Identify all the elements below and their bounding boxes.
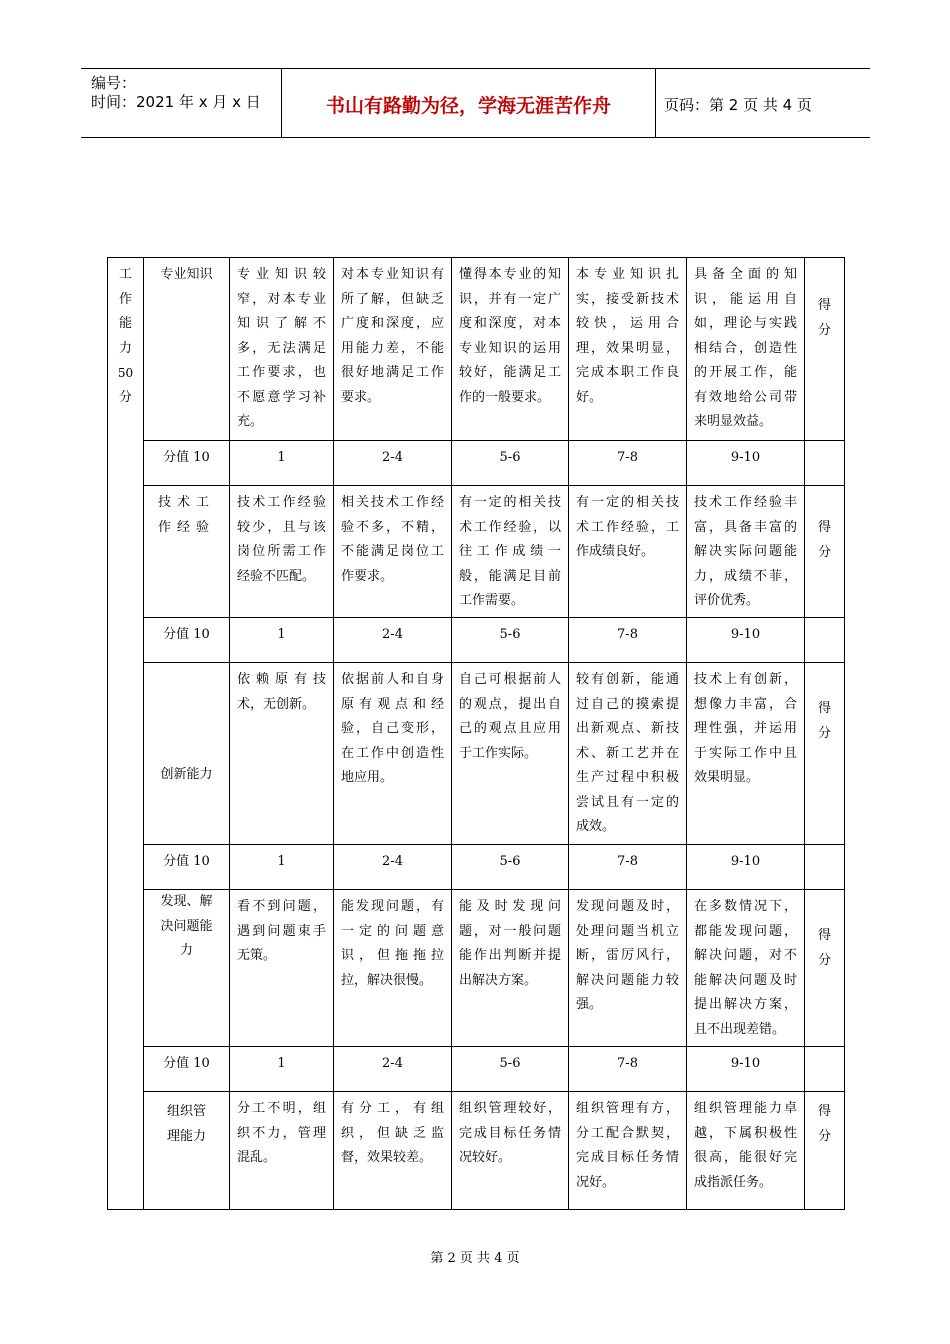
value-range: 9-10 xyxy=(687,618,805,663)
value-range: 1 xyxy=(230,845,334,890)
level-description: 较有创新，能通过自己的摸索提出新观点、新技术、新工艺并在生产过程中积极尝试且有一定的成效。 xyxy=(569,663,687,845)
value-range: 7-8 xyxy=(569,845,687,890)
value-range: 5-6 xyxy=(452,1047,569,1092)
evaluation-table xyxy=(107,257,845,1210)
level-description: 自己可根据前人的观点，提出自己的观点且应用于工作实际。 xyxy=(452,663,569,845)
value-range: 5-6 xyxy=(452,618,569,663)
group-label-char: 能 xyxy=(118,316,132,331)
level-description: 对本专业知识有所了解，但缺乏广度和深度，应用能力差，不能很好地满足工作要求。 xyxy=(334,258,452,441)
value-range: 2-4 xyxy=(334,845,452,890)
level-description: 分工不明，组织不力，管理混乱。 xyxy=(230,1092,334,1210)
header-meta xyxy=(81,69,281,137)
value-range: 1 xyxy=(230,1047,334,1092)
criterion-name: 专业知识 xyxy=(144,258,230,441)
number-label: 编号： xyxy=(91,74,137,92)
group-label xyxy=(116,263,136,410)
group-label-char: 50 xyxy=(117,366,134,380)
level-description: 技术上有创新，想像力丰富，合理性强，并运用于实际工作中且效果明显。 xyxy=(687,663,805,845)
criterion-row xyxy=(108,258,845,441)
level-description: 有一定的相关技术工作经验，以往工作成绩一般，能满足目前工作需要。 xyxy=(452,486,569,618)
level-description: 在多数情况下，都能发现问题，解决问题，对不能解决问题及时提出解决方案，且不出现差错。 xyxy=(687,890,805,1047)
score-label: 得分 xyxy=(805,663,845,845)
value-range: 5-6 xyxy=(452,441,569,486)
value-range: 2-4 xyxy=(334,1047,452,1092)
criterion-name: 发现、解决问题能力 xyxy=(144,890,230,1047)
level-description: 组织管理有方，分工配合默契，完成目标任务情况好。 xyxy=(569,1092,687,1210)
value-range: 9-10 xyxy=(687,441,805,486)
value-range: 1 xyxy=(230,618,334,663)
level-description: 有一定的相关技术工作经验，工作成绩良好。 xyxy=(569,486,687,618)
criterion-row xyxy=(108,890,845,1047)
blank-cell xyxy=(805,441,845,486)
motto: 书山有路勤为径，学海无涯苦作舟 xyxy=(325,95,611,117)
group-label-char: 力 xyxy=(118,340,132,356)
value-range: 9-10 xyxy=(687,845,805,890)
value-row xyxy=(108,1047,845,1092)
criterion-name: 技术工作经验 xyxy=(144,486,230,618)
level-description: 相关技术工作经验不多，不精，不能满足岗位工作要求。 xyxy=(334,486,452,618)
level-description: 专业知识较窄，对本专业知识了解不多，无法满足工作要求，也不愿意学习补充。 xyxy=(230,258,334,441)
criterion-row xyxy=(108,663,845,845)
score-label: 得分 xyxy=(805,890,845,1047)
level-description: 看不到问题，遇到问题束手无策。 xyxy=(230,890,334,1047)
value-range: 5-6 xyxy=(452,845,569,890)
value-label: 分值 10 xyxy=(144,1047,230,1092)
header-page-cell xyxy=(656,69,870,137)
level-description: 依赖原有技术，无创新。 xyxy=(230,663,334,845)
page-header xyxy=(81,68,870,138)
value-range: 2-4 xyxy=(334,441,452,486)
score-label: 得分 xyxy=(805,486,845,618)
value-range: 7-8 xyxy=(569,618,687,663)
blank-cell xyxy=(805,845,845,890)
value-range: 7-8 xyxy=(569,441,687,486)
level-description: 具备全面的知识，能运用自如，理论与实践相结合，创造性的开展工作，能有效地给公司带来明显效益。 xyxy=(687,258,805,441)
level-description: 能及时发现问题，对一般问题能作出判断并提出解决方案。 xyxy=(452,890,569,1047)
value-range: 7-8 xyxy=(569,1047,687,1092)
group-label-cell xyxy=(108,258,144,1210)
value-label: 分值 10 xyxy=(144,618,230,663)
value-label: 分值 10 xyxy=(144,441,230,486)
criterion-name: 创新能力 xyxy=(144,663,230,845)
blank-cell xyxy=(805,618,845,663)
value-range: 1 xyxy=(230,441,334,486)
level-description: 组织管理能力卓越，下属积极性很高，能很好完成指派任务。 xyxy=(687,1092,805,1210)
level-description: 依据前人和自身原有观点和经验，自己变形，在工作中创造性地应用。 xyxy=(334,663,452,845)
level-description: 发现问题及时，处理问题当机立断，雷厉风行，解决问题能力较强。 xyxy=(569,890,687,1047)
group-label-char: 作 xyxy=(118,291,132,307)
group-label-char: 工 xyxy=(118,267,132,282)
level-description: 有分工，有组织，但缺乏监督，效果较差。 xyxy=(334,1092,452,1210)
level-description: 组织管理较好，完成目标任务情况较好。 xyxy=(452,1092,569,1210)
group-label-char: 分 xyxy=(118,389,132,405)
level-description: 懂得本专业的知识，并有一定广度和深度，对本专业知识的运用较好，能满足工作的一般要求。 xyxy=(452,258,569,441)
criterion-row xyxy=(108,1092,845,1210)
value-range: 2-4 xyxy=(334,618,452,663)
level-description: 技术工作经验较少，且与该岗位所需工作经验不匹配。 xyxy=(230,486,334,618)
page-footer: 第 2 页 共 4 页 xyxy=(430,1251,520,1266)
level-description: 能发现问题，有一定的问题意识，但拖拖拉拉，解决很慢。 xyxy=(334,890,452,1047)
value-row xyxy=(108,441,845,486)
value-range: 9-10 xyxy=(687,1047,805,1092)
criterion-row xyxy=(108,486,845,618)
level-description: 本专业知识扎实，接受新技术较快，运用合理，效果明显，完成本职工作良好。 xyxy=(569,258,687,441)
page-info: 页码：第 2 页 共 4 页 xyxy=(664,96,812,114)
blank-cell xyxy=(805,1047,845,1092)
header-motto-cell xyxy=(281,69,656,137)
value-row xyxy=(108,618,845,663)
time-line: 时间：2021 年 x 月 x 日 xyxy=(91,93,261,111)
level-description: 技术工作经验丰富，具备丰富的解决实际问题能力，成绩不菲，评价优秀。 xyxy=(687,486,805,618)
criterion-name: 组织管理能力 xyxy=(144,1092,230,1210)
score-label: 得分 xyxy=(805,1092,845,1210)
value-row xyxy=(108,845,845,890)
value-label: 分值 10 xyxy=(144,845,230,890)
score-label: 得分 xyxy=(805,258,845,441)
